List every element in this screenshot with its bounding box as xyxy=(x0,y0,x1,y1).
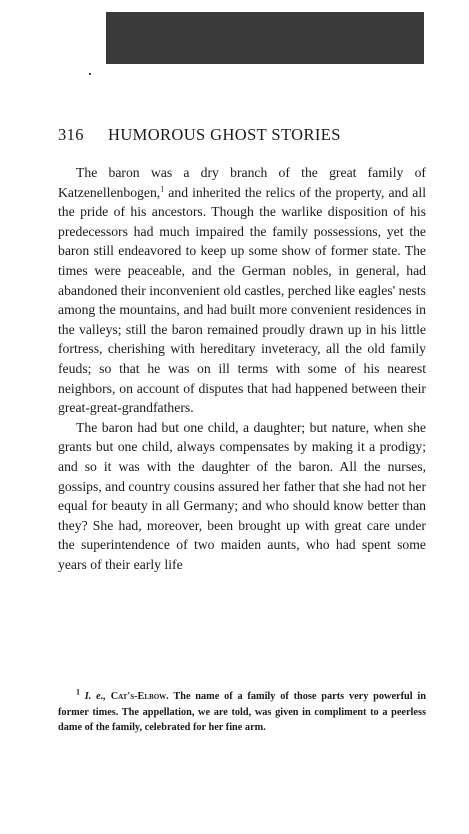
footnote-text: The name of a family of those parts very powerful in former times. The appellation, we are told, was given in compliment to a peerless dame of the family, celebrated for her fine arm. xyxy=(58,691,427,733)
footnote-paragraph xyxy=(58,689,426,736)
scan-shadow-bar xyxy=(106,12,424,64)
paragraph-1-start: The baron was a dry branch of the great family of Katzenellenbogen, xyxy=(58,165,426,200)
running-head: HUMOROUS GHOST STORIES xyxy=(108,125,341,144)
footnote-reference[interactable]: 1 xyxy=(160,184,165,194)
footnote xyxy=(58,689,426,736)
page-number: 316 xyxy=(58,125,84,144)
paragraph-2: The baron had but one child, a daughter; but nature, when she grants but one child, always compensates by making it a prodigy; and so it was with the daughter of the baron. All the nurses, gossips, and country cousins assured her father that she had not her equal for beauty in all Germany; and who should know better than they? She had, moreover, been brought up with great care under the superintendence of two maiden aunts, who had spent some years of their early life xyxy=(58,419,426,572)
paragraph-1 xyxy=(58,163,426,418)
page-header xyxy=(58,125,428,145)
footnote-mark: 1 xyxy=(76,687,80,697)
scan-speck xyxy=(89,73,91,75)
paragraph-1-rest: and inherited the relics of the property, and all the pride of his ancestors. Though the warlike disposition of his predecessors had much impaired the family possessions, yet the baron still endeavored to keep up some show of former state. The times were peaceable, and the German nobles, in general, had abandoned their inconvenient old castles, perched like eagles' nests among the mountains, and had built more convenient residences in the valleys; still the baron remained proudly drawn up in his little fortress, cherishing with hereditary inveteracy, all the old family feuds; so that he was on ill terms with some of his nearest neighbors, on account of disputes that had happened between their great-great-grandfathers. xyxy=(58,184,426,416)
footnote-ie: I. e., xyxy=(84,691,106,702)
body-text xyxy=(58,163,426,574)
footnote-term: Cat's-Elbow. xyxy=(110,691,169,702)
